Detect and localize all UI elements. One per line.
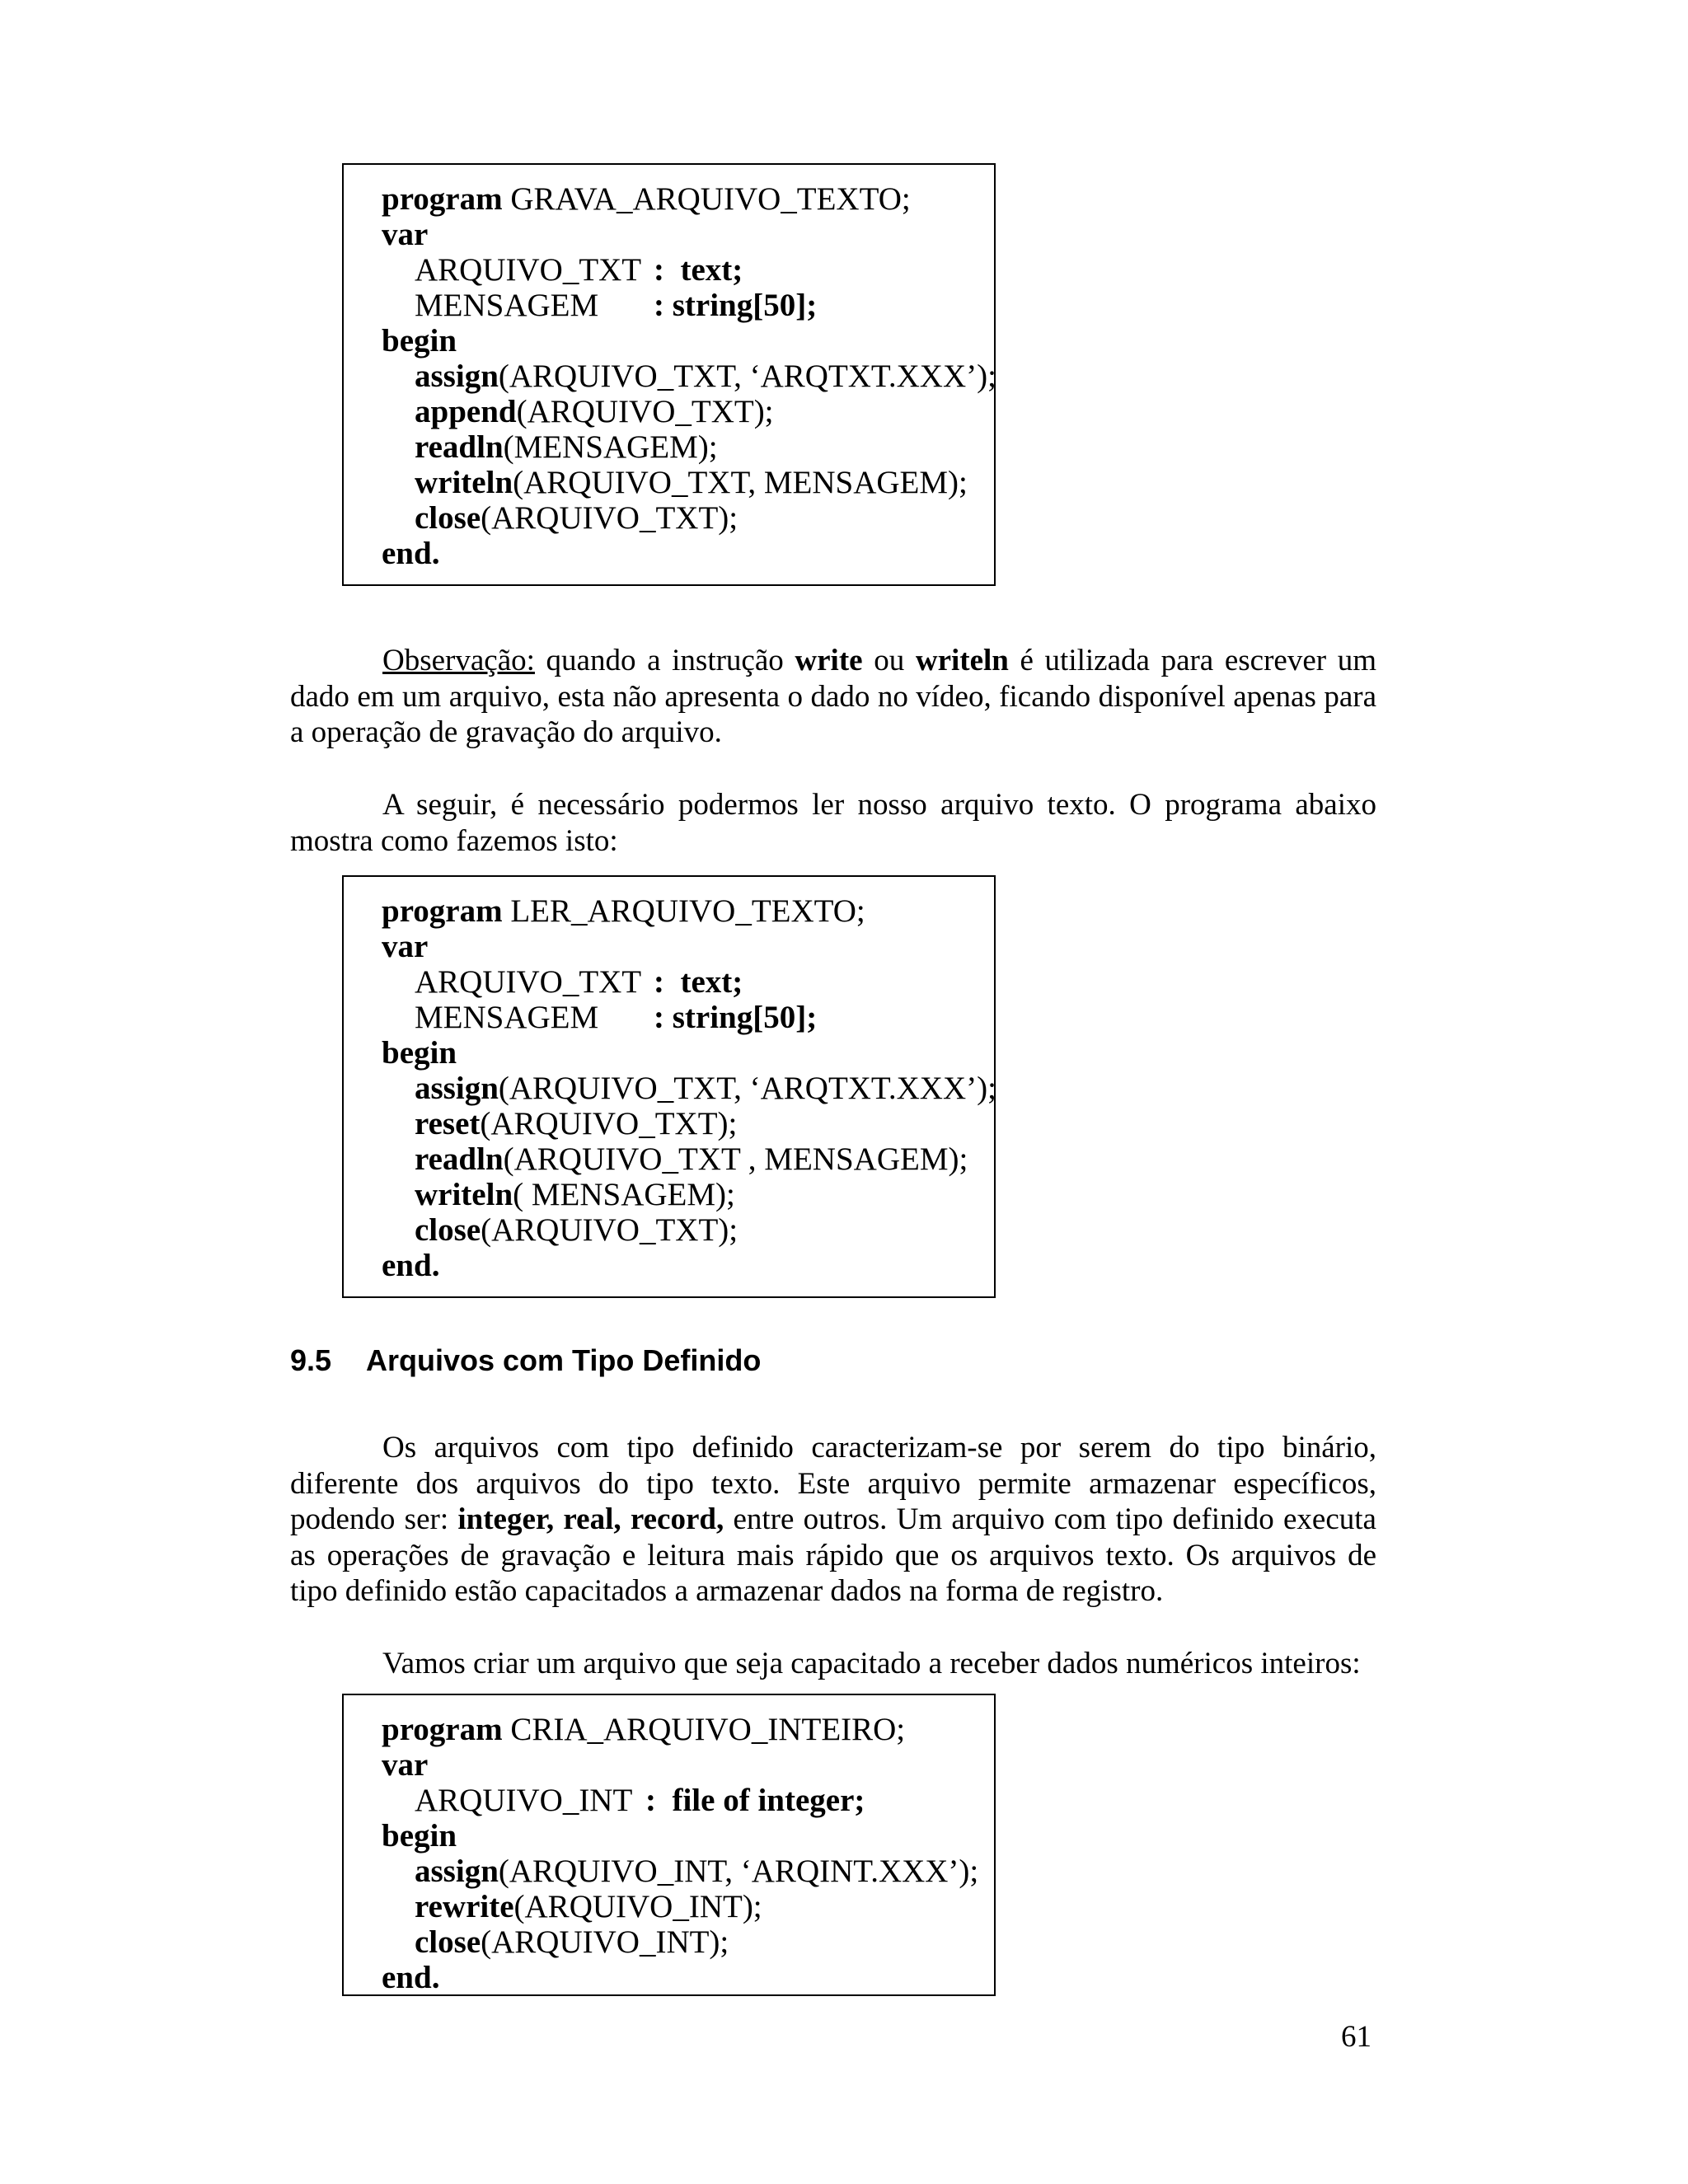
code-line: ARQUIVO_TXT : text;	[415, 964, 743, 1000]
code-line: readln(ARQUIVO_TXT , MENSAGEM);	[415, 1141, 968, 1177]
code-line: MENSAGEM : string[50];	[415, 1000, 818, 1035]
code-line: ARQUIVO_INT : file of integer;	[415, 1783, 865, 1818]
code-line: begin	[382, 1818, 457, 1854]
code-line: begin	[382, 323, 457, 359]
code-line: program CRIA_ARQUIVO_INTEIRO;	[382, 1712, 906, 1747]
page-number: 61	[1341, 2020, 1372, 2054]
code-line: begin	[382, 1035, 457, 1071]
code-line: var	[382, 929, 429, 964]
observation-label: Observação:	[382, 644, 535, 677]
code-block-ler-arquivo-texto	[342, 875, 996, 1298]
observation-paragraph: Observação: quando a instrução write ou writeln é utilizada para escrever um dado em um arquivo, esta não apresenta o dado no vídeo, ficando disponível apenas para a operação de gravação do arquivo.	[290, 644, 1376, 749]
code-line: close(ARQUIVO_TXT);	[415, 1212, 738, 1248]
code-block-grava-arquivo-texto	[342, 163, 996, 586]
code-line: program LER_ARQUIVO_TEXTO;	[382, 893, 865, 929]
section-number: 9.5	[290, 1343, 332, 1377]
create-integer-file-paragraph: Vamos criar um arquivo que seja capacitado a receber dados numéricos inteiros:	[382, 1647, 1361, 1680]
code-line: end.	[382, 1248, 440, 1283]
code-line: end.	[382, 1960, 440, 1995]
typed-files-paragraph: Os arquivos com tipo definido caracterizam-se por serem do tipo binário, diferente dos arquivos do tipo texto. Este arquivo permite armazenar específicos, podendo ser: integer, real, record, entre outros. Um arquivo com tipo definido executa as operações de gravação e leitura mais rápido que os arquivos texto. Os arquivos de tipo definido estão capacitados a armazenar dados na forma de registro.	[290, 1431, 1376, 1608]
section-title: Arquivos com Tipo Definido	[366, 1343, 762, 1377]
code-line: program GRAVA_ARQUIVO_TEXTO;	[382, 181, 911, 217]
code-line: readln(MENSAGEM);	[415, 429, 718, 465]
code-line: assign(ARQUIVO_TXT, ‘ARQTXT.XXX’);	[415, 359, 996, 394]
code-line: append(ARQUIVO_TXT);	[415, 394, 774, 429]
code-line: reset(ARQUIVO_TXT);	[415, 1106, 738, 1141]
code-line: writeln(ARQUIVO_TXT, MENSAGEM);	[415, 465, 968, 500]
code-line: var	[382, 217, 429, 252]
code-line: close(ARQUIVO_INT);	[415, 1924, 729, 1960]
code-block-cria-arquivo-inteiro	[342, 1694, 996, 1996]
code-line: end.	[382, 536, 440, 571]
code-line: assign(ARQUIVO_INT, ‘ARQINT.XXX’);	[415, 1854, 979, 1889]
code-line: ARQUIVO_TXT : text;	[415, 252, 743, 288]
code-line: writeln( MENSAGEM);	[415, 1177, 735, 1212]
code-line: assign(ARQUIVO_TXT, ‘ARQTXT.XXX’);	[415, 1071, 996, 1106]
code-line: var	[382, 1747, 429, 1783]
intro-read-paragraph: A seguir, é necessário podermos ler nosso arquivo texto. O programa abaixo mostra como fazemos isto:	[290, 788, 1376, 858]
code-line: close(ARQUIVO_TXT);	[415, 500, 738, 536]
section-heading	[290, 1343, 761, 1378]
code-line: MENSAGEM : string[50];	[415, 288, 818, 323]
code-line: rewrite(ARQUIVO_INT);	[415, 1889, 762, 1924]
